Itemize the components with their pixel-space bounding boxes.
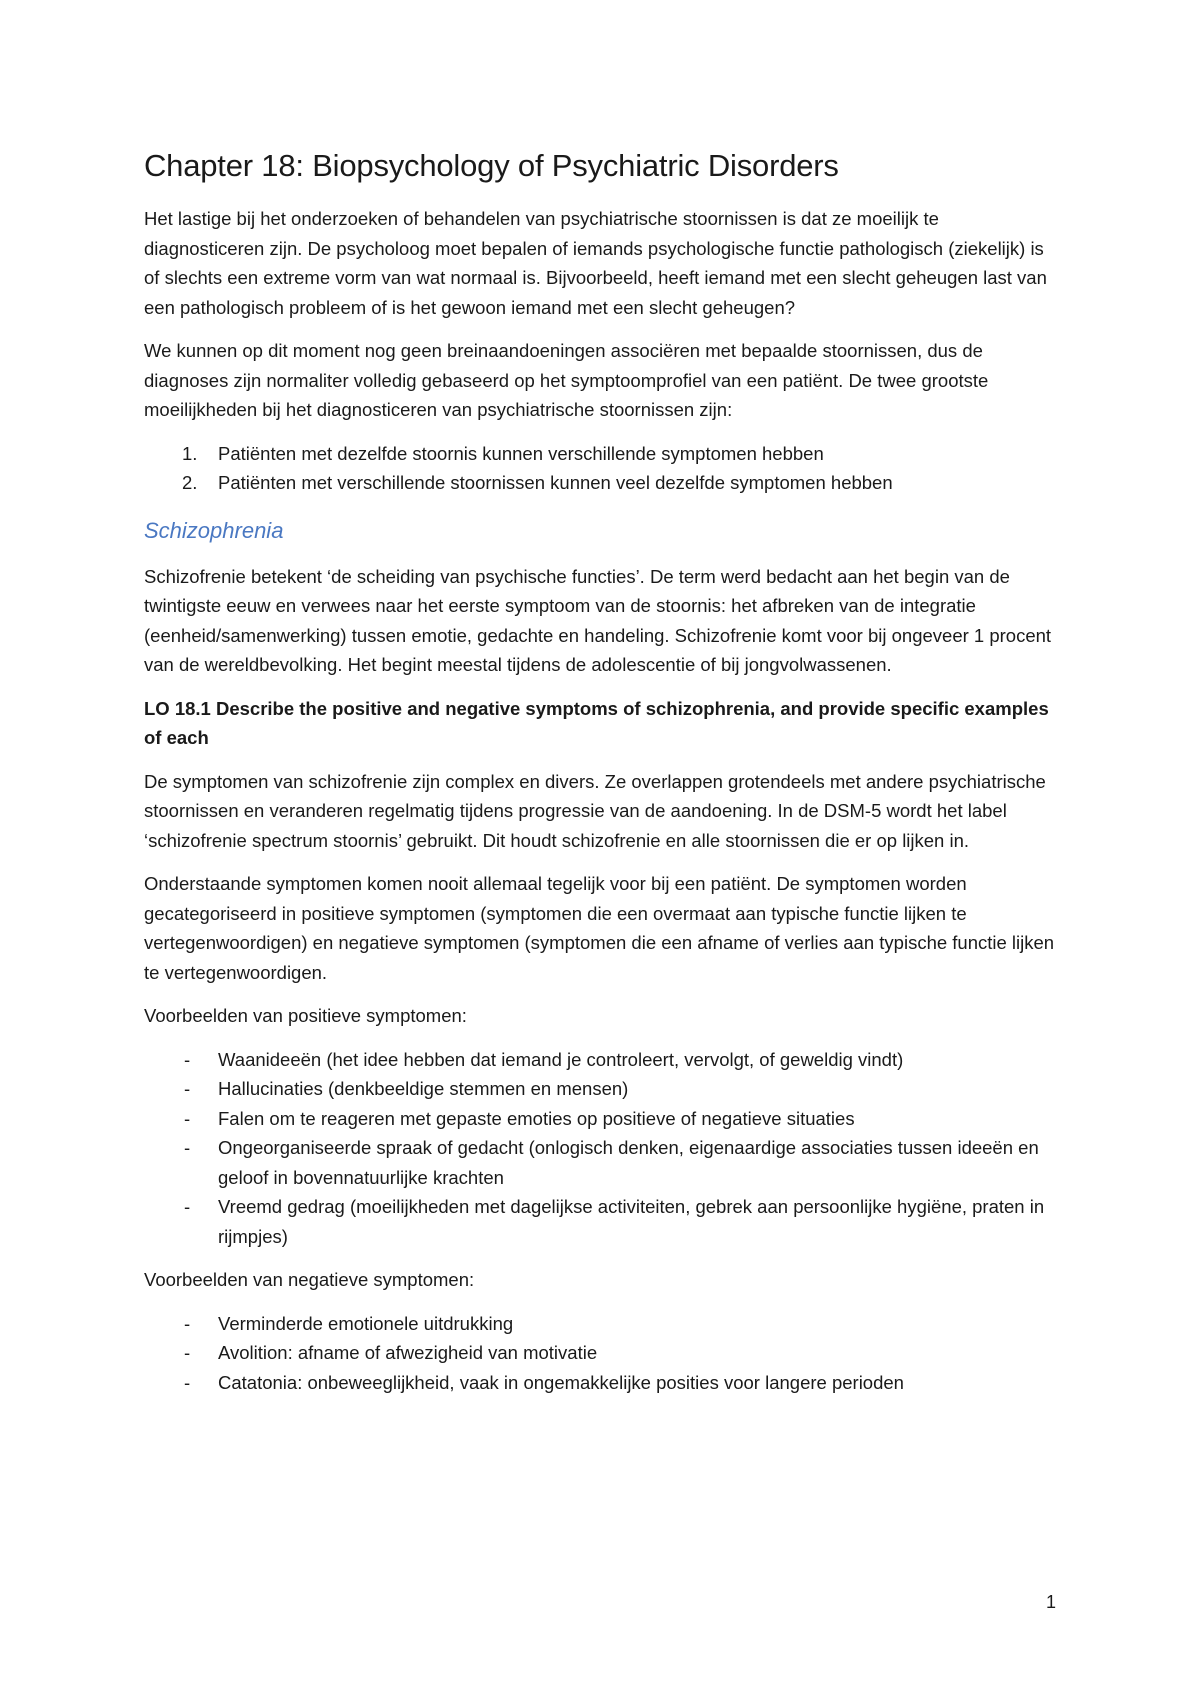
section-heading-schizophrenia: Schizophrenia [144,517,284,543]
positive-symptoms-label: Voorbeelden van positieve symptomen: [144,1005,467,1026]
list-item [144,1045,1064,1075]
dash-marker: - [184,1196,191,1217]
dash-marker: - [184,1342,191,1363]
negative-symptoms-list [144,1309,1064,1398]
positive-symptoms-list [144,1045,1064,1252]
list-item [144,1368,1064,1398]
page-number: 1 [1046,1592,1057,1612]
difficulties-list [144,439,1064,498]
list-item-text: Avolition: afname of afwezigheid van motivatie [218,1342,598,1363]
list-item [144,1104,1064,1134]
dash-marker: - [184,1107,191,1129]
chapter-title: Chapter 18: Biopsychology of Psychiatric Disorders [144,148,839,183]
list-item [144,1074,1064,1104]
list-number: 2. [182,472,198,493]
intro-paragraph-2: We kunnen op dit moment nog geen breinaandoeningen associëren met bepaalde stoornissen, dus de diagnoses zijn normaliter volledig gebaseerd op het symptoomprofiel van een patiënt. De twee grootste moeilijkheden bij het diagnosticeren van psychiatrische stoornissen zijn: [144,340,989,420]
list-item-text: Hallucinaties (denkbeeldige stemmen en mensen) [218,1078,629,1099]
list-item-text: Waanideeën (het idee hebben dat iemand je controleert, vervolgt, of geweldig vindt) [218,1048,904,1070]
list-item [144,439,1064,469]
dash-marker: - [184,1048,191,1070]
list-item [144,1338,1064,1368]
intro-paragraph-1: Het lastige bij het onderzoeken of behandelen van psychiatrische stoornissen is dat ze moeilijk te diagnosticeren zijn. De psycholoog moet bepalen of iemands psychologische functie pathologisch (ziekelijk) is of slechts een extreme vorm van wat normaal is. Bijvoorbeeld, heeft iemand met een slecht geheugen last van een pathologisch probleem of is het gewoon iemand met een slecht geheugen? [144,208,1047,318]
list-item [144,1133,1064,1192]
list-item [144,1192,1064,1251]
list-item [144,1309,1064,1339]
schizophrenia-paragraph-2: De symptomen van schizofrenie zijn complex en divers. Ze overlappen grotendeels met andere psychiatrische stoornissen en veranderen regelmatig tijdens progressie van de aandoening. In de DSM-5 wordt het label ‘schizofrenie spectrum stoornis’ gebruikt. Dit houdt schizofrenie en alle stoornissen die er op lijken in. [144,770,1046,851]
list-item-text: Patiënten met dezelfde stoornis kunnen verschillende symptomen hebben [218,442,824,464]
schizophrenia-paragraph-1: Schizofrenie betekent ‘de scheiding van psychische functies’. De term werd bedacht aan het begin van de twintigste eeuw en verwees naar het eerste symptoom van de stoornis: het afbreken van de integratie (eenheid/samenwerking) tussen emotie, gedachte en handeling. Schizofrenie komt voor bij ongeveer 1 procent van de wereldbevolking. Het begint meestal tijdens de adolescentie of bij jongvolwassenen. [144,565,1052,675]
list-item-text: Ongeorganiseerde spraak of gedacht (onlogisch denken, eigenaardige associaties tussen ideeën en geloof in bovennatuurlijke krachten [218,1137,1039,1188]
document-page [144,146,1064,1411]
list-item-text: Falen om te reageren met gepaste emoties op positieve of negatieve situaties [218,1107,855,1129]
list-item-text: Patiënten met verschillende stoornissen kunnen veel dezelfde symptomen hebben [218,472,893,493]
list-item-text: Vreemd gedrag (moeilijkheden met dagelijkse activiteiten, gebrek aan persoonlijke hygiëne, praten in rijmpjes) [218,1196,1045,1247]
schizophrenia-paragraph-3: Onderstaande symptomen komen nooit allemaal tegelijk voor bij een patiënt. De symptomen worden gecategoriseerd in positieve symptomen (symptomen die een overmaat aan typische functie lijken te vertegenwoordigen) en negatieve symptomen (symptomen die een afname of verlies aan typische functie lijken te vertegenwoordigen. [144,873,1055,983]
learning-objective: LO 18.1 Describe the positive and negative symptoms of schizophrenia, and provide specific examples of each [144,697,1049,748]
dash-marker: - [184,1137,191,1158]
list-item-text: Verminderde emotionele uitdrukking [218,1312,514,1334]
list-number: 1. [182,442,198,464]
dash-marker: - [184,1312,191,1334]
dash-marker: - [184,1078,191,1099]
list-item [144,468,1064,498]
negative-symptoms-label: Voorbeelden van negatieve symptomen: [144,1269,475,1290]
dash-marker: - [184,1371,191,1393]
list-item-text: Catatonia: onbeweeglijkheid, vaak in ongemakkelijke posities voor langere perioden [218,1371,904,1393]
